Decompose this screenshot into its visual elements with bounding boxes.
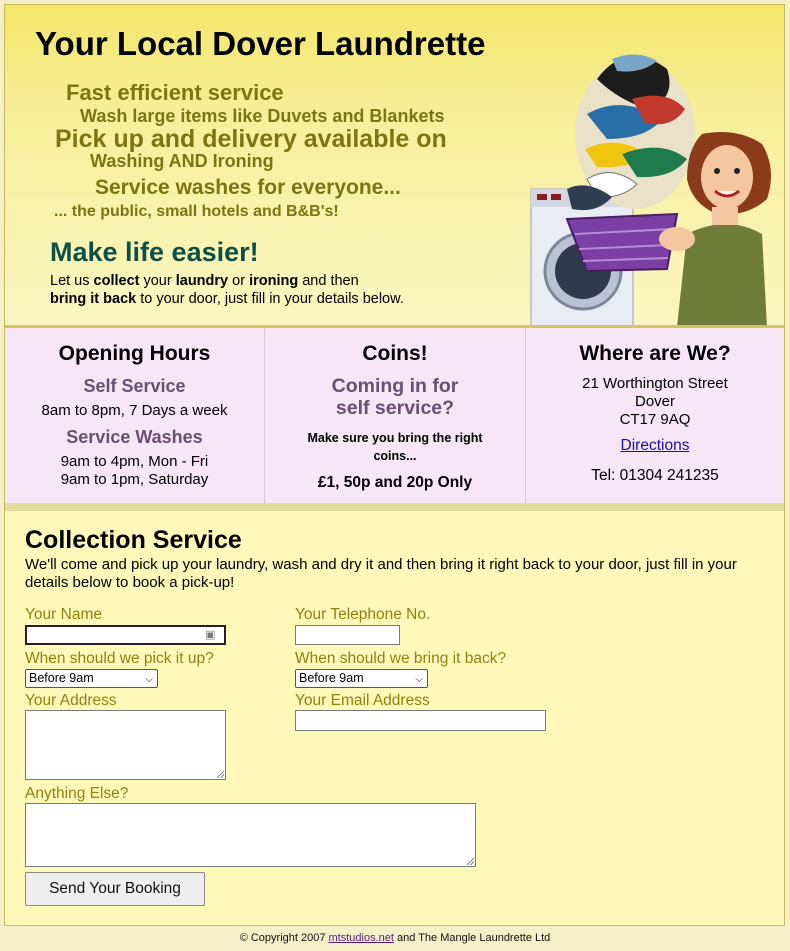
coins-note-line1: Make sure you bring the right — [307, 431, 483, 445]
collection-service-intro: We'll come and pick up your laundry, wash and dry it and then bring it right back to your door, just fill in your details below to book a pick-up! — [25, 556, 737, 591]
email-input[interactable] — [295, 710, 546, 731]
self-service-heading: Self Service — [83, 376, 186, 396]
opening-hours-title: Opening Hours — [58, 342, 211, 365]
address-town: Dover — [634, 393, 675, 410]
chevron-down-icon: ⌵ — [145, 674, 153, 685]
opening-hours-section — [5, 328, 265, 503]
anything-else-label: Anything Else? — [25, 785, 129, 802]
tagline-fast-service: Fast efficient service — [66, 80, 284, 105]
resize-grip-icon[interactable] — [467, 858, 474, 865]
coins-subheading-line1: Coming in for — [331, 375, 459, 397]
site-title: Your Local Dover Laundrette — [35, 25, 486, 62]
coins-note-line2: coins... — [373, 449, 417, 463]
self-service-hours: 8am to 8pm, 7 Days a week — [41, 402, 228, 419]
return-time-select[interactable]: Before 9am ⌵ — [295, 669, 428, 688]
send-booking-button[interactable]: Send Your Booking — [25, 872, 205, 906]
info-panel — [5, 328, 784, 503]
name-label: Your Name — [25, 606, 102, 623]
directions-link[interactable]: Directions — [620, 437, 690, 454]
location-section — [526, 328, 784, 503]
telephone-label: Your Telephone No. — [295, 606, 431, 623]
coins-title: Coins! — [362, 342, 428, 365]
address-label: Your Address — [25, 692, 117, 709]
tagline-washing-ironing: Washing AND Ironing — [90, 151, 274, 171]
collection-service-title: Collection Service — [25, 526, 242, 554]
laundry-woman-illustration — [527, 39, 777, 327]
service-washes-heading: Service Washes — [66, 427, 203, 447]
service-washes-weekday-hours: 9am to 4pm, Mon - Fri — [60, 453, 209, 470]
pickup-time-label: When should we pick it up? — [25, 650, 214, 667]
headline-make-life-easier: Make life easier! — [50, 237, 259, 267]
address-postcode: CT17 9AQ — [619, 411, 691, 428]
coins-section — [265, 328, 526, 503]
tagline-service-washes: Service washes for everyone... — [95, 176, 401, 199]
telephone-number: Tel: 01304 241235 — [591, 467, 719, 484]
name-input[interactable] — [25, 625, 226, 645]
autofill-contact-icon: ▣ — [205, 629, 216, 641]
address-textarea[interactable] — [25, 710, 226, 780]
tagline-pickup-delivery: Pick up and delivery available on — [55, 125, 447, 153]
telephone-input[interactable] — [295, 625, 400, 645]
accepted-coins: £1, 50p and 20p Only — [317, 474, 473, 491]
tagline-large-items: Wash large items like Duvets and Blankets — [80, 106, 445, 126]
location-title: Where are We? — [579, 342, 731, 365]
pickup-time-select[interactable]: Before 9am ⌵ — [25, 669, 158, 688]
info-divider — [5, 503, 784, 511]
email-label: Your Email Address — [295, 692, 430, 709]
service-washes-saturday-hours: 9am to 1pm, Saturday — [60, 471, 209, 488]
mtstudios-link[interactable]: mtstudios.net — [328, 932, 394, 944]
coins-subheading-line2: self service? — [335, 397, 455, 419]
chevron-down-icon: ⌵ — [415, 674, 423, 685]
tagline-customers: ... the public, small hotels and B&B's! — [54, 203, 339, 220]
anything-else-textarea[interactable] — [25, 803, 476, 867]
page-container — [4, 4, 785, 926]
resize-grip-icon[interactable] — [217, 771, 224, 778]
return-time-label: When should we bring it back? — [295, 650, 507, 667]
hero-banner — [5, 5, 784, 327]
footer-copyright: © Copyright 2007 mtstudios.net and The Mangle Laundrette Ltd — [239, 932, 551, 944]
address-street: 21 Worthington Street — [582, 375, 728, 392]
hero-blurb: Let us collect your laundry or ironing and then bring it back to your door, just fill in your details below. — [50, 273, 404, 307]
